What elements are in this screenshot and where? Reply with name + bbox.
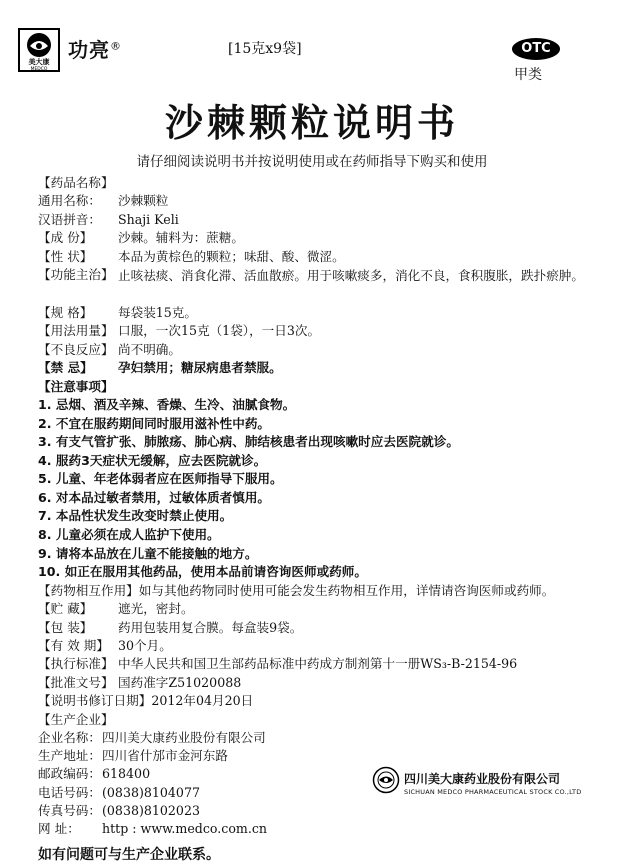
otc-category: 甲类: [514, 67, 542, 83]
page-subtitle: 请仔细阅读说明书并按说明使用或在药师指导下购买和使用: [136, 154, 488, 170]
manufacturer-fax-row: 传真号码： (0838)8102023: [38, 802, 200, 818]
adverse-row: 【不良反应】 尚不明确。: [38, 341, 181, 357]
usage-row: 【用法用量】 口服，一次15克（1袋），一日3次。: [38, 323, 321, 339]
precaution-item: 3. 有支气管扩张、肺脓疡、肺心病、肺结核患者出现咳嗽时应去医院就诊。: [38, 434, 459, 450]
precaution-item: 5. 儿童、年老体弱者应在医师指导下服用。: [38, 471, 283, 487]
page-title: 沙棘颗粒说明书: [164, 101, 459, 145]
package-row: 【包 装】 药用包装用复合膜。每盒装9袋。: [38, 619, 303, 635]
svg-text:MEDCO: MEDCO: [30, 67, 48, 72]
manufacturer-name-row: 企业名称： 四川美大康药业股份有限公司: [38, 729, 266, 745]
registered-mark: ®: [110, 39, 122, 53]
manufacturer-header: 【生产企业】: [38, 711, 114, 727]
manufacturer-website-row: 网 址： http : www.medco.com.cn: [38, 820, 268, 836]
spec-row: 【规 格】 每袋装15克。: [38, 304, 197, 320]
approval-row: 【批准文号】 国药准字Z51020088: [38, 674, 242, 690]
manufacturer-address-row: 生产地址： 四川省什邡市金河东路: [38, 748, 228, 764]
precaution-item: 7. 本品性状发生改变时禁止使用。: [38, 508, 233, 524]
footer-company-name-en: SICHUAN MEDCO PHARMACEUTICAL STOCK CO.,LTD: [404, 788, 582, 796]
footer-logo-icon: [372, 766, 400, 794]
validity-row: 【有 效 期】 30个月。: [38, 638, 172, 654]
revision-row: 【说明书修订日期】 2012年04月20日: [38, 693, 254, 709]
drug-name-header: 【药品名称】: [38, 175, 114, 190]
pinyin-row: 汉语拼音： Shaji Keli: [38, 211, 179, 227]
storage-row: 【贮 藏】 遮光，密封。: [38, 601, 194, 617]
company-logo: [18, 28, 60, 72]
manufacturer-phone-row: 电话号码： (0838)8104077: [38, 784, 200, 800]
generic-name-row: 通用名称： 沙棘颗粒: [38, 193, 169, 209]
contraindications-row: 【禁 忌】 孕妇禁用；糖尿病患者禁服。: [38, 360, 282, 376]
svg-text:美大康: 美大康: [28, 58, 50, 66]
precaution-item: 8. 儿童必须在成人监护下使用。: [38, 527, 220, 543]
precaution-item: 10. 如正在服用其他药品，使用本品前请咨询医师或药师。: [38, 564, 367, 580]
standard-row: 【执行标准】 中华人民共和国卫生部药品标准中药成方制剂第十一册WS₃-B-2154-96: [38, 656, 518, 672]
precaution-item: 9. 请将本品放在儿童不能接触的地方。: [38, 545, 258, 561]
precautions-header: 【注意事项】: [38, 378, 114, 394]
package-spec: [15克x9袋]: [228, 41, 302, 57]
function-row: 【功能主治】 止咳祛痰、消食化滞、活血散瘀。用于咳嗽痰多，消化不良，食积腹胀，跌扑瘀肿。: [38, 266, 584, 283]
manufacturer-postcode-row: 邮政编码： 618400: [38, 766, 151, 782]
contact-note: 如有问题可与生产企业联系。: [38, 847, 220, 864]
otc-badge: OTC: [512, 38, 560, 60]
footer-company-name: 四川美大康药业股份有限公司: [404, 772, 561, 786]
precaution-item: 6. 对本品过敏者禁用，过敏体质者慎用。: [38, 489, 271, 505]
precaution-item: 2. 不宜在服药期间同时服用滋补性中药。: [38, 415, 271, 431]
leaflet-body: [38, 174, 598, 864]
properties-row: 【性 状】 本品为黄棕色的颗粒；味甜、酸、微涩。: [38, 248, 345, 264]
precaution-item: 1. 忌烟、酒及辛辣、香燥、生冷、油腻食物。: [38, 396, 296, 412]
ingredients-row: 【成 份】 沙棘。辅料为：蔗糖。: [38, 230, 244, 246]
precaution-item: 4. 服药3天症状无缓解，应去医院就诊。: [38, 452, 267, 468]
brand-name: 功亮®: [68, 38, 122, 62]
interaction-row: 【药物相互作用】 如与其他药物同时使用可能会发生药物相互作用，详情请咨询医师或药师。: [38, 582, 555, 598]
